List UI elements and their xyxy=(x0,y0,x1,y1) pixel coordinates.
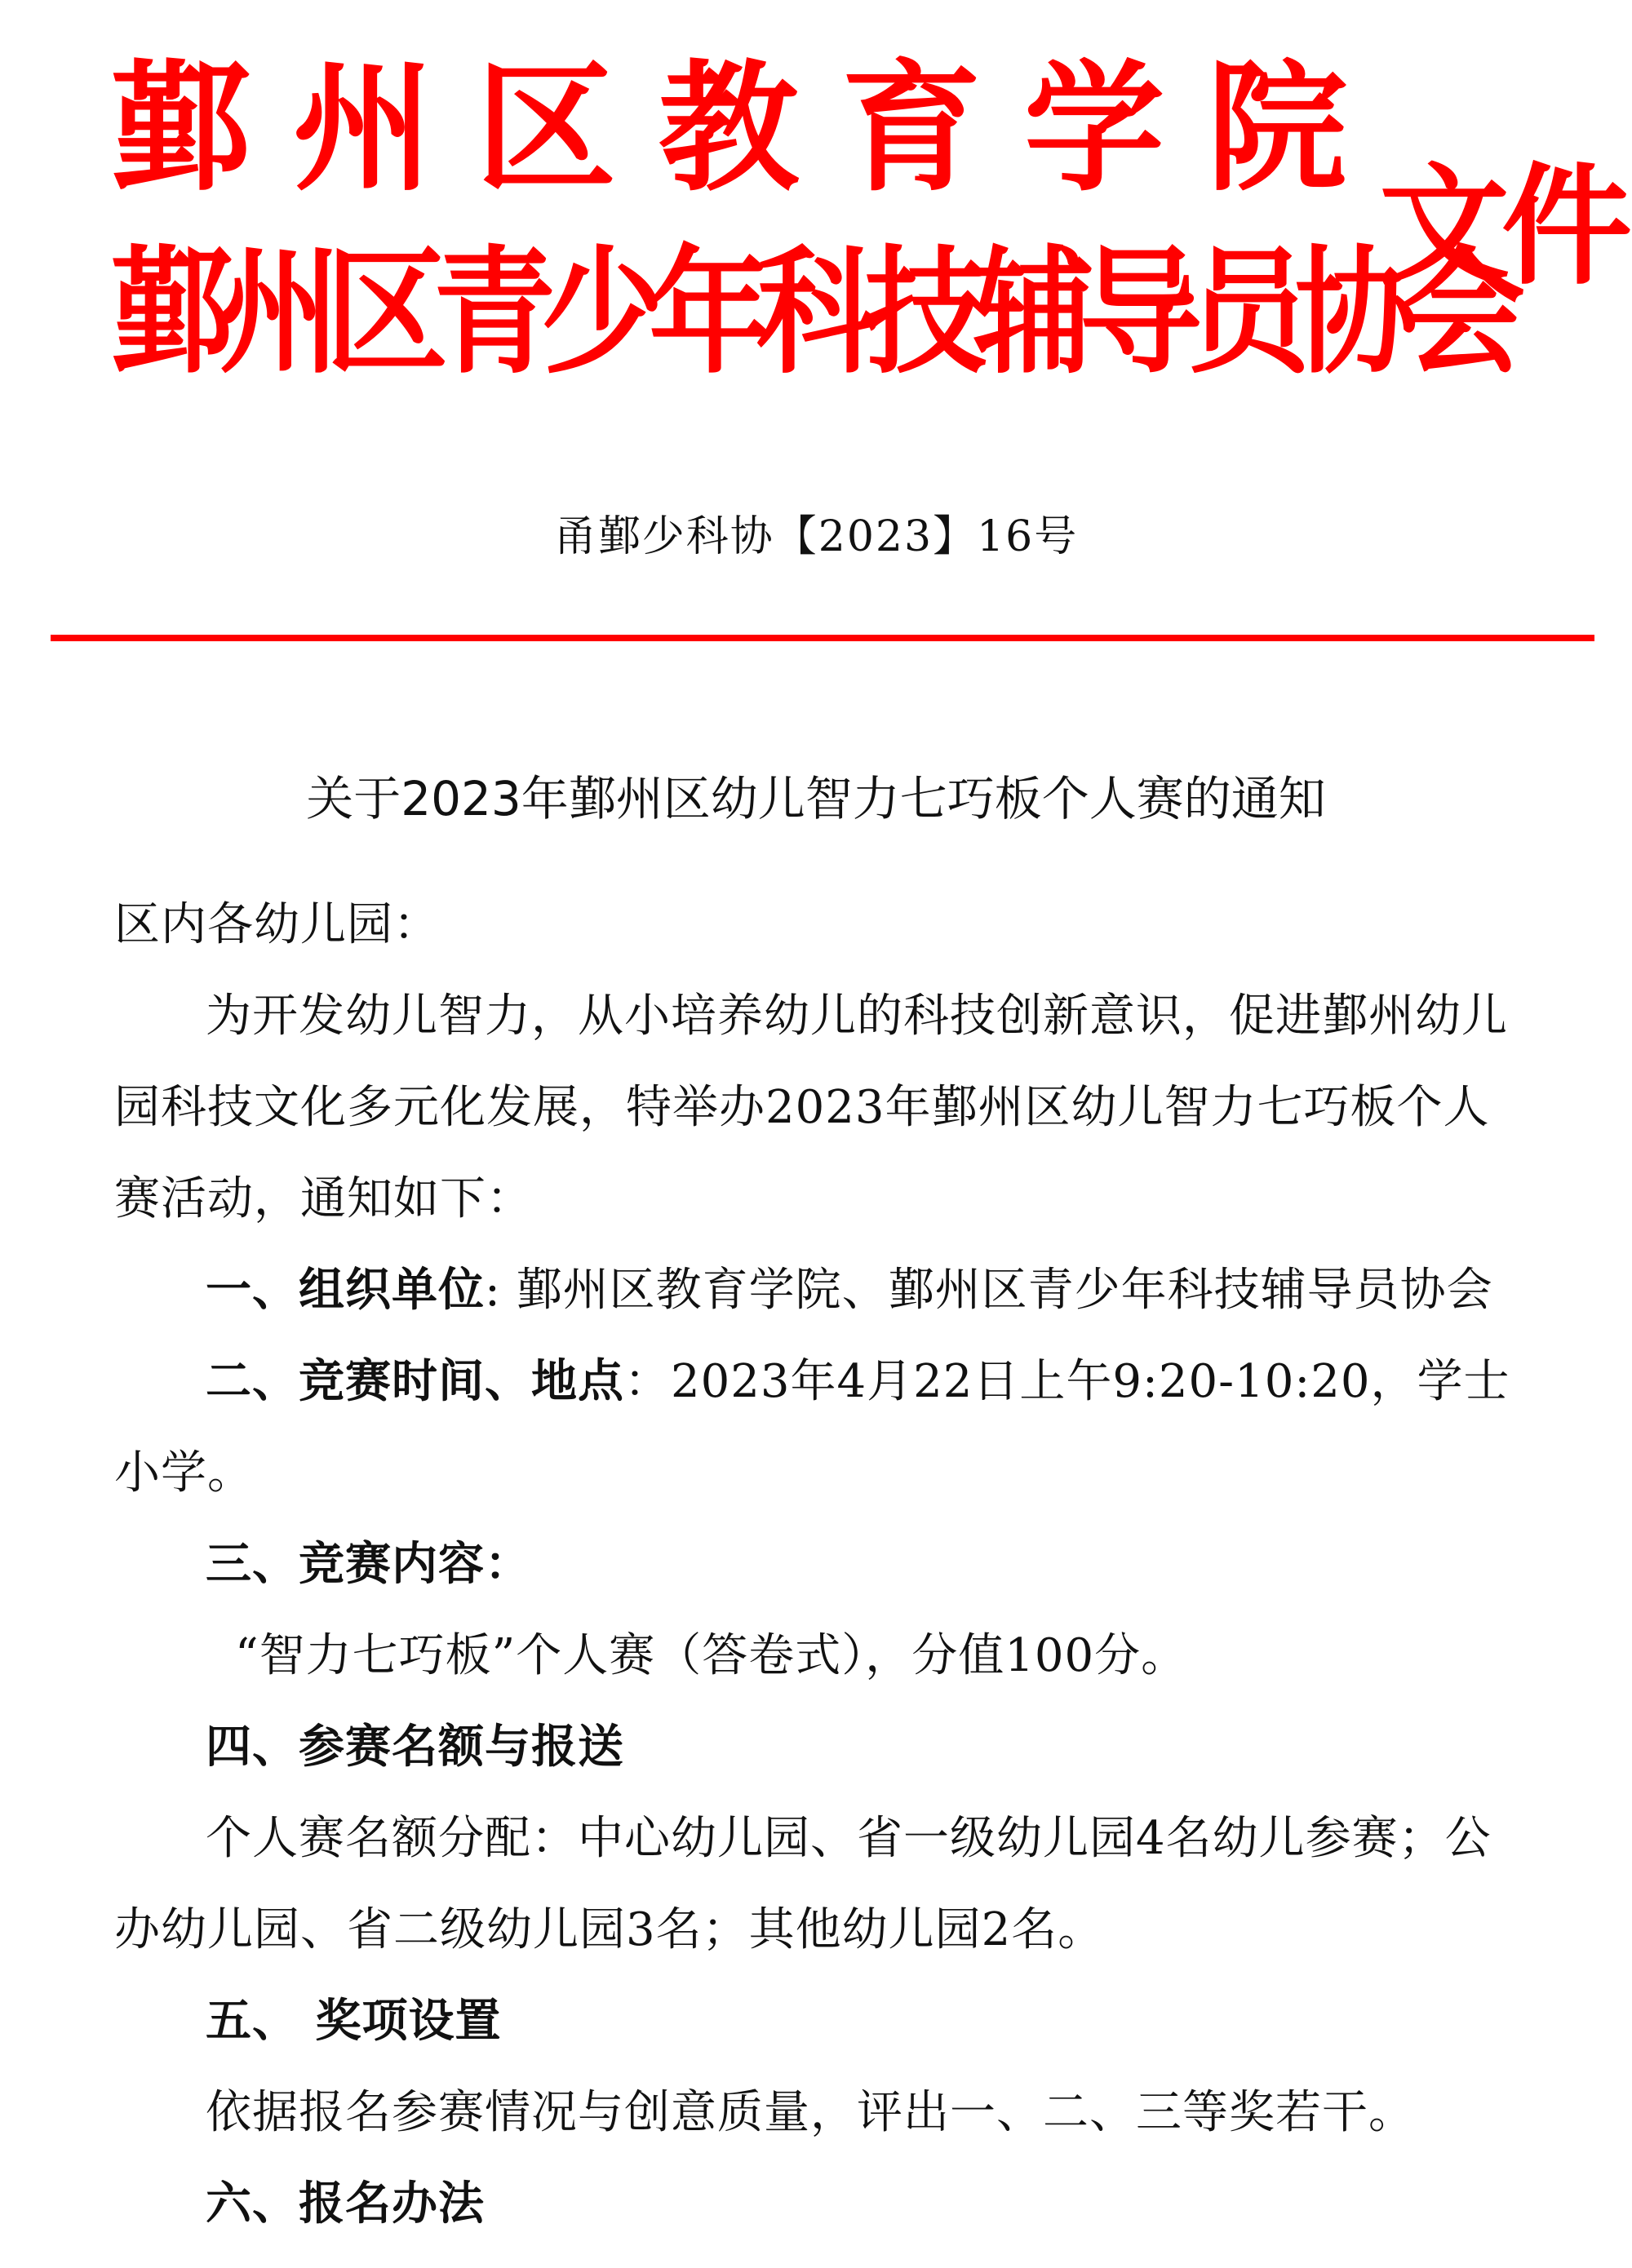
section-1 xyxy=(114,1245,1518,1336)
letterhead-line-1: 鄞州区教育学院 xyxy=(110,47,1390,210)
section-5-heading: 五、 奖项设置 xyxy=(206,1995,502,2048)
section-4-text: 个人赛名额分配：中心幼儿园、省一级幼儿园4名幼儿参赛；公办幼儿园、省二级幼儿园3名；其他幼儿园2名。 xyxy=(114,1812,1492,1956)
red-divider xyxy=(51,635,1594,641)
letterhead-line-2: 鄞州区青少年科技辅导员协会 xyxy=(110,233,1511,393)
section-1-text: : 鄞州区教育学院、鄞州区青少年科技辅导员协会 xyxy=(485,1264,1493,1317)
section-4-heading: 四、参赛名额与报送 xyxy=(206,1721,624,1774)
section-6-heading: 六、报名办法 xyxy=(206,2177,485,2230)
section-2-text: ：2023年4月22日上午9:20-10:20，学士小学。 xyxy=(114,1355,1510,1499)
document-number: 甬鄞少科协【2023】16号 xyxy=(553,512,1079,561)
section-1-heading: 一、组织单位 xyxy=(206,1264,485,1317)
intro-paragraph: 为开发幼儿智力，从小培养幼儿的科技创新意识，促进鄞州幼儿园科技文化多元化发展，特举办2023年鄞州区幼儿智力七巧板个人赛活动，通知如下： xyxy=(114,990,1508,1225)
section-2-heading: 二、竞赛时间、地点 xyxy=(206,1355,624,1408)
section-3-text: “智力七巧板”个人赛（答卷式），分值100分。 xyxy=(235,1629,1188,1682)
document-body xyxy=(114,879,1518,2250)
section-5-text: 依据报名参赛情况与创意质量，评出一、二、三等奖若干。 xyxy=(206,2086,1415,2139)
section-2 xyxy=(114,1336,1518,1519)
section-3-heading: 三、竞赛内容： xyxy=(206,1538,531,1591)
salutation: 区内各幼儿园： xyxy=(114,898,440,951)
document-title: 关于2023年鄞州区幼儿智力七巧板个人赛的通知 xyxy=(306,771,1326,826)
letterhead-suffix: 文件 xyxy=(1379,150,1625,303)
